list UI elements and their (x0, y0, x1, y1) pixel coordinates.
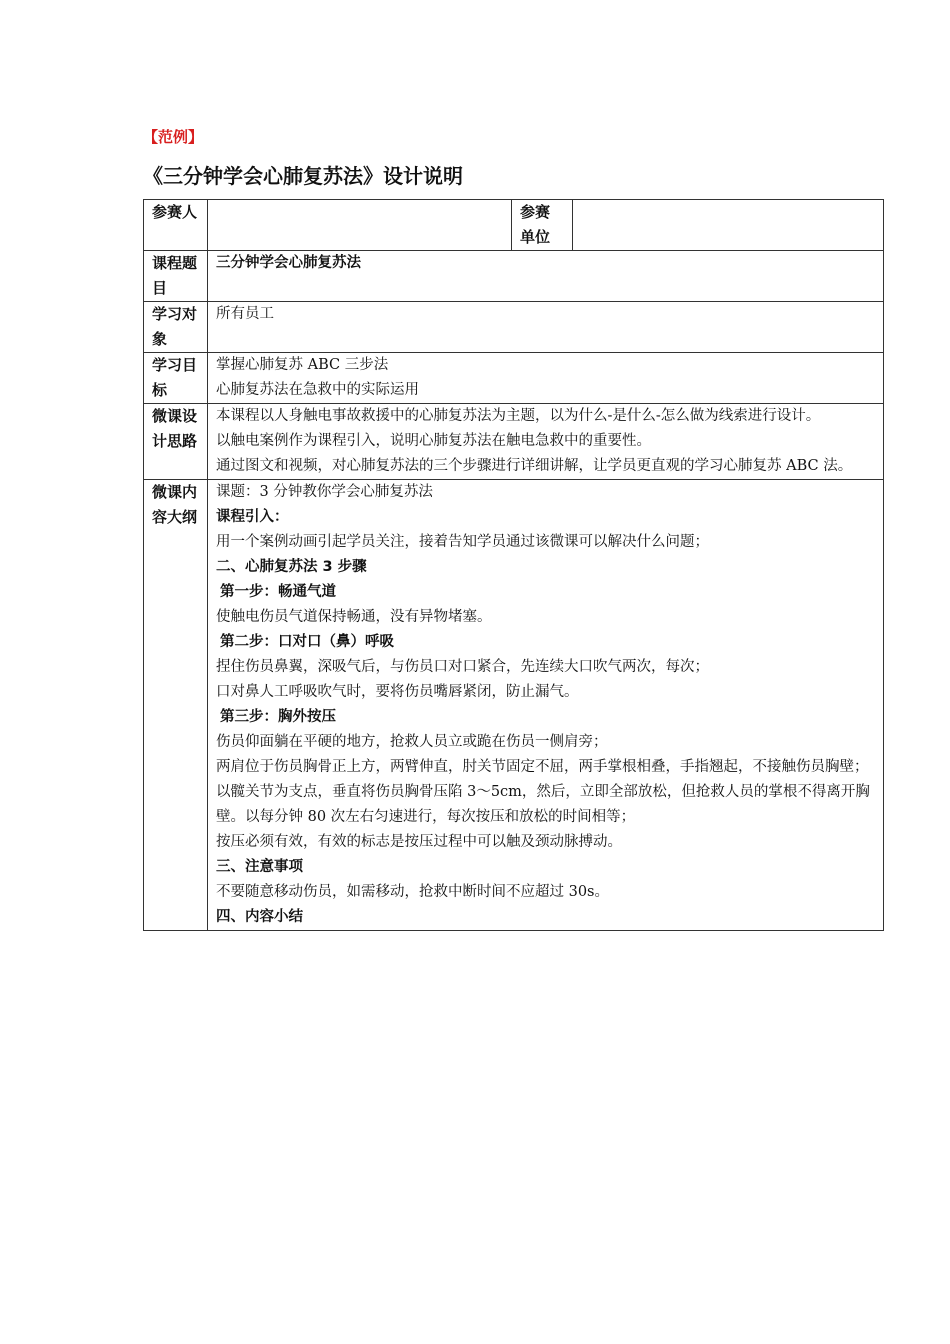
outline-line: 第三步：胸外按压 (220, 709, 336, 725)
outline-line: 口对鼻人工呼吸吹气时，要将伤员嘴唇紧闭，防止漏气。 (216, 684, 579, 700)
value-audience: 所有员工 (208, 302, 884, 353)
label-outline: 微课内容大纲 (144, 480, 208, 931)
outline-line: 课程引入： (216, 509, 289, 525)
outline-line: 用一个案例动画引起学员关注，接着告知学员通过该微课可以解决什么问题； (216, 534, 709, 550)
outline-line: 两肩位于伤员胸骨正上方，两臂伸直，肘关节固定不屈，两手掌根相叠，手指翘起，不接触伤员胸壁； (216, 759, 869, 775)
outline-line: 四、内容小结 (216, 909, 303, 925)
label-audience: 学习对象 (144, 302, 208, 353)
outline-line: 三、注意事项 (216, 859, 303, 875)
row-audience (144, 302, 884, 353)
row-participant (144, 200, 884, 251)
row-design (144, 404, 884, 480)
outline-line: 以髋关节为支点，垂直将伤员胸骨压陷 3～5cm，然后，立即全部放松，但抢救人员的掌根不得离开胸壁。以每分钟 80 次左右匀速进行，每次按压和放松的时间相等； (216, 784, 870, 825)
design-form-table (143, 199, 884, 931)
label-goals: 学习目标 (144, 353, 208, 404)
design-line: 通过图文和视频，对心肺复苏法的三个步骤进行详细讲解，让学员更直观的学习心肺复苏 ABC 法。 (216, 458, 853, 474)
goal-line: 掌握心肺复苏 ABC 三步法 (216, 357, 389, 373)
label-participant: 参赛人 (144, 200, 208, 251)
value-design (208, 404, 884, 480)
value-participant (208, 200, 512, 251)
goal-line: 心肺复苏法在急救中的实际运用 (216, 382, 419, 398)
outline-line: 第一步：畅通气道 (220, 584, 336, 600)
value-outline (208, 480, 884, 931)
example-tag: 【范例】 (143, 128, 204, 146)
label-design: 微课设计思路 (144, 404, 208, 480)
outline-line: 伤员仰面躺在平硬的地方，抢救人员立或跪在伤员一侧肩旁； (216, 734, 608, 750)
value-goals (208, 353, 884, 404)
design-line: 本课程以人身触电事故救援中的心肺复苏法为主题，以为什么-是什么-怎么做为线索进行设计。 (216, 408, 821, 424)
outline-line: 不要随意移动伤员，如需移动，抢救中断时间不应超过 30s。 (216, 884, 609, 900)
label-unit: 参赛单位 (512, 200, 573, 251)
label-course-title: 课程题目 (144, 251, 208, 302)
row-goals (144, 353, 884, 404)
value-course-title: 三分钟学会心肺复苏法 (208, 251, 884, 302)
design-line: 以触电案例作为课程引入，说明心肺复苏法在触电急救中的重要性。 (216, 433, 651, 449)
outline-line: 按压必须有效，有效的标志是按压过程中可以触及颈动脉搏动。 (216, 834, 622, 850)
outline-line: 二、心肺复苏法 3 步骤 (216, 559, 367, 575)
value-unit (573, 200, 884, 251)
row-course-title (144, 251, 884, 302)
outline-line: 捏住伤员鼻翼，深吸气后，与伤员口对口紧合，先连续大口吹气两次，每次； (216, 659, 709, 675)
outline-line: 使触电伤员气道保持畅通，没有异物堵塞。 (216, 609, 492, 625)
outline-line: 第二步：口对口（鼻）呼吸 (220, 634, 394, 650)
row-outline (144, 480, 884, 931)
document-title: 《三分钟学会心肺复苏法》设计说明 (143, 164, 463, 188)
outline-line: 课题：3 分钟教你学会心肺复苏法 (216, 484, 433, 500)
